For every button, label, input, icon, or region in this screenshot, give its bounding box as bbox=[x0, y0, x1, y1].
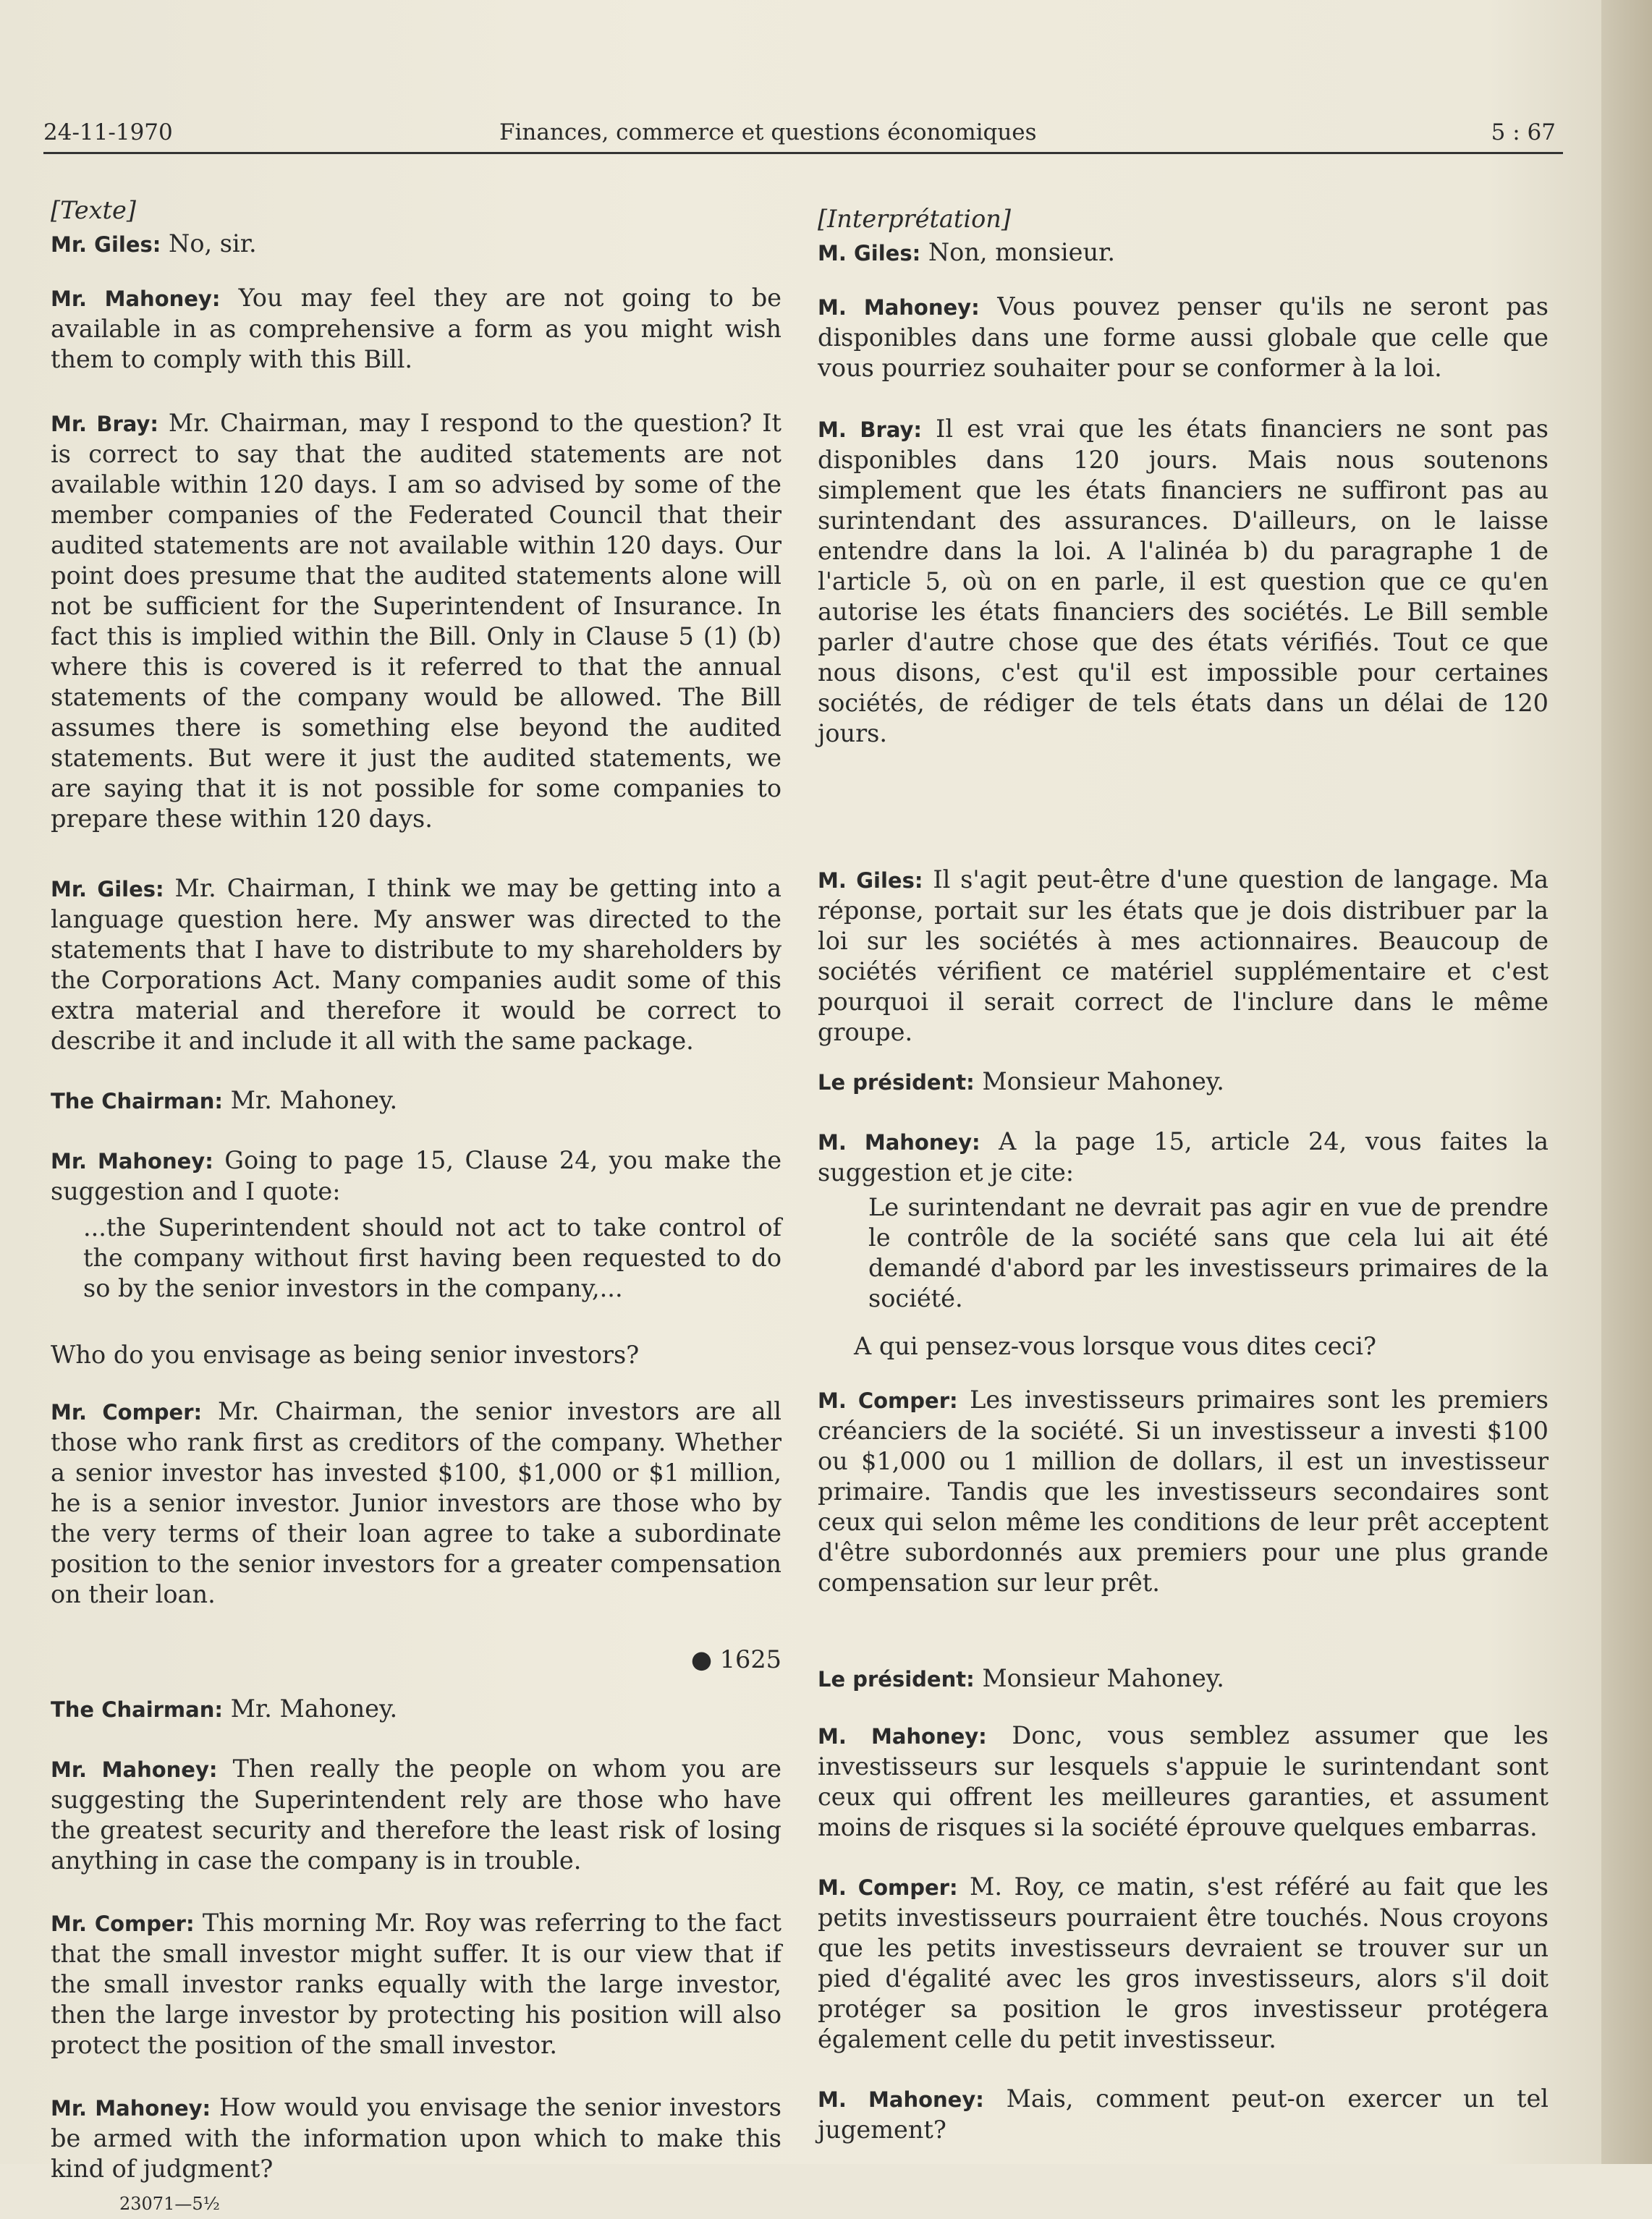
folio-number: 23071—5½ bbox=[119, 2194, 220, 2214]
paragraph bbox=[818, 1385, 1549, 1598]
speaker: Mr. Comper: bbox=[51, 1400, 203, 1425]
speech-text: This morning Mr. Roy was referring to the fact that the small investor might suffer. It is our view that if the small investor ranks equally with the large investor, then the large investor by protecting his position will also protect the position of the small investor. bbox=[51, 1909, 781, 2059]
language-tag: [Texte] bbox=[51, 196, 136, 224]
speaker: M. Mahoney: bbox=[818, 1724, 987, 1749]
speaker: Le président: bbox=[818, 1667, 975, 1692]
speaker: M. Giles: bbox=[818, 241, 921, 266]
speech-text: Il s'agit peut-être d'une question de langage. Ma réponse, portait sur les états que je dois distribuer par la loi sur les sociétés à mes actionnaires. Beaucoup de sociétés vérifient ce matériel supplémentaire et c'est pourquoi il serait correct de l'inclure dans le même groupe. bbox=[818, 865, 1549, 1046]
paragraph bbox=[51, 1908, 781, 2061]
speech-text: Vous pouvez penser qu'ils ne seront pas disponibles dans une forme aussi globale que celle que vous pourriez souhaiter pour se conformer à la loi. bbox=[818, 292, 1549, 382]
paragraph bbox=[51, 1085, 781, 1116]
paragraph bbox=[51, 873, 781, 1056]
speech-text: Monsieur Mahoney. bbox=[982, 1664, 1224, 1692]
paragraph bbox=[51, 2092, 781, 2184]
speech-text: You may feel they are not going to be available in as comprehensive a form as you might wish them to comply with this Bill. bbox=[51, 284, 782, 373]
paragraph bbox=[818, 1066, 1549, 1098]
speech-text: Going to page 15, Clause 24, you make the suggestion and I quote: bbox=[51, 1146, 782, 1205]
paragraph bbox=[51, 229, 781, 260]
speech-text: Mr. Chairman, the senior investors are all those who rank first as creditors of the company. Whether a senior investor has invested $100, $1,000 or $1 million, he is a senior investor. Junior investors are those who by the very terms of their loan agree to take a subordinate position to the senior investors for a greater compensation on their loan. bbox=[51, 1397, 781, 1608]
paragraph bbox=[818, 292, 1549, 383]
paragraph bbox=[51, 283, 781, 375]
speech-text: Non, monsieur. bbox=[928, 238, 1115, 266]
paragraph bbox=[51, 408, 781, 834]
header-date: 24-11-1970 bbox=[43, 119, 173, 145]
paragraph: A qui pensez-vous lorsque vous dites ceci? bbox=[854, 1332, 1376, 1360]
paragraph bbox=[51, 1396, 781, 1610]
paragraph bbox=[818, 1127, 1549, 1188]
speaker: M. Mahoney: bbox=[818, 2087, 984, 2112]
paragraph bbox=[818, 237, 1549, 268]
header-page-number: 5 : 67 bbox=[1491, 119, 1556, 145]
paragraph bbox=[818, 1663, 1549, 1694]
speech-text: A la page 15, article 24, vous faites la suggestion et je cite: bbox=[818, 1127, 1549, 1187]
speaker: M. Mahoney: bbox=[818, 1130, 980, 1155]
speaker: Mr. Mahoney: bbox=[51, 1149, 213, 1174]
speaker: M. Giles: bbox=[818, 868, 923, 893]
speech-text: Mr. Chairman, may I respond to the question? It is correct to say that the audited statements are not available within 120 days. I am so advised by some of the member companies of the Federated Council that their audited statements are not available within 120 days. Our point does presume that the audited statements alone will not be sufficient for the Superintendent of Insurance. In fact this is implied within the Bill. Only in Clause 5 (1) (b) where this is covered is it referred to that the annual statements of the company would be allowed. The Bill assumes there is something else beyond the audited statements. But were it just the audited statements, we are saying that it is not possible for some companies to prepare these within 120 days. bbox=[51, 409, 781, 833]
paragraph bbox=[51, 1145, 781, 1207]
paragraph bbox=[51, 1754, 781, 1876]
speech-text: Mr. Mahoney. bbox=[230, 1086, 398, 1114]
speaker: The Chairman: bbox=[51, 1697, 223, 1722]
speaker: Mr. Giles: bbox=[51, 232, 161, 257]
paragraph bbox=[818, 865, 1549, 1048]
speech-text: Mr. Chairman, I think we may be getting into a language question here. My answer was directed to the statements that I have to distribute to my shareholders by the Corporations Act. Many companies audit some of this extra material and therefore it would be correct to describe it and include it all with the same package. bbox=[51, 874, 782, 1055]
paragraph bbox=[818, 2084, 1549, 2145]
speaker: M. Comper: bbox=[818, 1875, 958, 1900]
speech-text: Mr. Mahoney. bbox=[230, 1694, 398, 1723]
paragraph: Who do you envisage as being senior investors? bbox=[51, 1341, 640, 1369]
french-column bbox=[818, 204, 1549, 2145]
paragraph bbox=[51, 1694, 781, 1725]
block-quote: Le surintendant ne devrait pas agir en vue de prendre le contrôle de la société sans que cela lui ait été demandé d'abord par les investisseurs primaires de la société. bbox=[868, 1193, 1549, 1312]
english-column bbox=[51, 195, 781, 2219]
speaker: Mr. Giles: bbox=[51, 877, 164, 901]
speaker: Mr. Mahoney: bbox=[51, 1757, 218, 1782]
speech-text: Then really the people on whom you are suggesting the Superintendent rely are those who have the greatest security and therefore the least risk of losing anything in case the company is in trouble. bbox=[51, 1755, 781, 1875]
page-header bbox=[43, 116, 1563, 154]
speech-text: How would you envisage the senior investors be armed with the information upon which to make this kind of judgment? bbox=[51, 2093, 782, 2183]
speech-text: Il est vrai que les états financiers ne sont pas disponibles dans 120 jours. Mais nous soutenons simplement que les états financiers ne suffiront pas au surintendant des assurances. D'ailleurs, on le laisse entendre dans la loi. A l'alinéa b) du paragraphe 1 de l'article 5, où on en parle, il est question que ce qu'en autorise les états financiers des sociétés. Le Bill semble parler d'autre chose que des états vérifiés. Tout ce que nous disons, c'est qu'il est impossible pour certaines sociétés, de rédiger de tels états dans un délai de 120 jours. bbox=[818, 415, 1549, 747]
speaker: Mr. Comper: bbox=[51, 1912, 195, 1936]
speech-text: Donc, vous semblez assumer que les investisseurs sur lesquels s'appuie le surintendant sont ceux qui offrent les meilleures garanties, et assument moins de risques si la société éprouve quelques embarras. bbox=[818, 1721, 1549, 1841]
header-title: Finances, commerce et questions économiques bbox=[499, 119, 1037, 145]
speaker: Mr. Mahoney: bbox=[51, 287, 221, 311]
block-quote: ...the Superintendent should not act to take control of the company without first having been requested to do so by the senior investors in the company,... bbox=[83, 1213, 781, 1302]
speech-text: Mais, comment peut-on exercer un tel jugement? bbox=[818, 2084, 1549, 2144]
speaker: M. Mahoney: bbox=[818, 295, 980, 320]
speech-text: Les investisseurs primaires sont les premiers créanciers de la société. Si un investisseur a investi $100 ou $1,000 ou 1 million de dollars, il est un investisseur primaire. Tandis que les investisseurs secondaires sont ceux qui selon même les conditions de leur prêt acceptent d'être subordonnés aux premiers pour une plus grande compensation sur leur prêt. bbox=[818, 1386, 1549, 1597]
speech-text: Monsieur Mahoney. bbox=[982, 1067, 1224, 1095]
paragraph bbox=[818, 414, 1549, 749]
speaker: M. Comper: bbox=[818, 1388, 958, 1413]
speaker: M. Bray: bbox=[818, 417, 923, 442]
paragraph bbox=[818, 1872, 1549, 2055]
paragraph bbox=[818, 1721, 1549, 1843]
speaker: The Chairman: bbox=[51, 1089, 223, 1113]
speech-text: No, sir. bbox=[169, 229, 257, 258]
book-spine bbox=[1601, 0, 1652, 2164]
speaker: Le président: bbox=[818, 1070, 975, 1095]
time-marker: ● 1625 bbox=[690, 1645, 781, 1673]
speech-text: M. Roy, ce matin, s'est référé au fait que les petits investisseurs pourraient être touchés. Nous croyons que les petits investisseurs devraient se trouver sur un pied d'égalité avec les gros investisseurs, alors s'il doit protéger sa position le gros investisseur protégera également celle du petit investisseur. bbox=[818, 1872, 1549, 2053]
language-tag: [Interprétation] bbox=[818, 205, 1011, 233]
speaker: Mr. Bray: bbox=[51, 412, 158, 436]
speaker: Mr. Mahoney: bbox=[51, 2096, 211, 2121]
